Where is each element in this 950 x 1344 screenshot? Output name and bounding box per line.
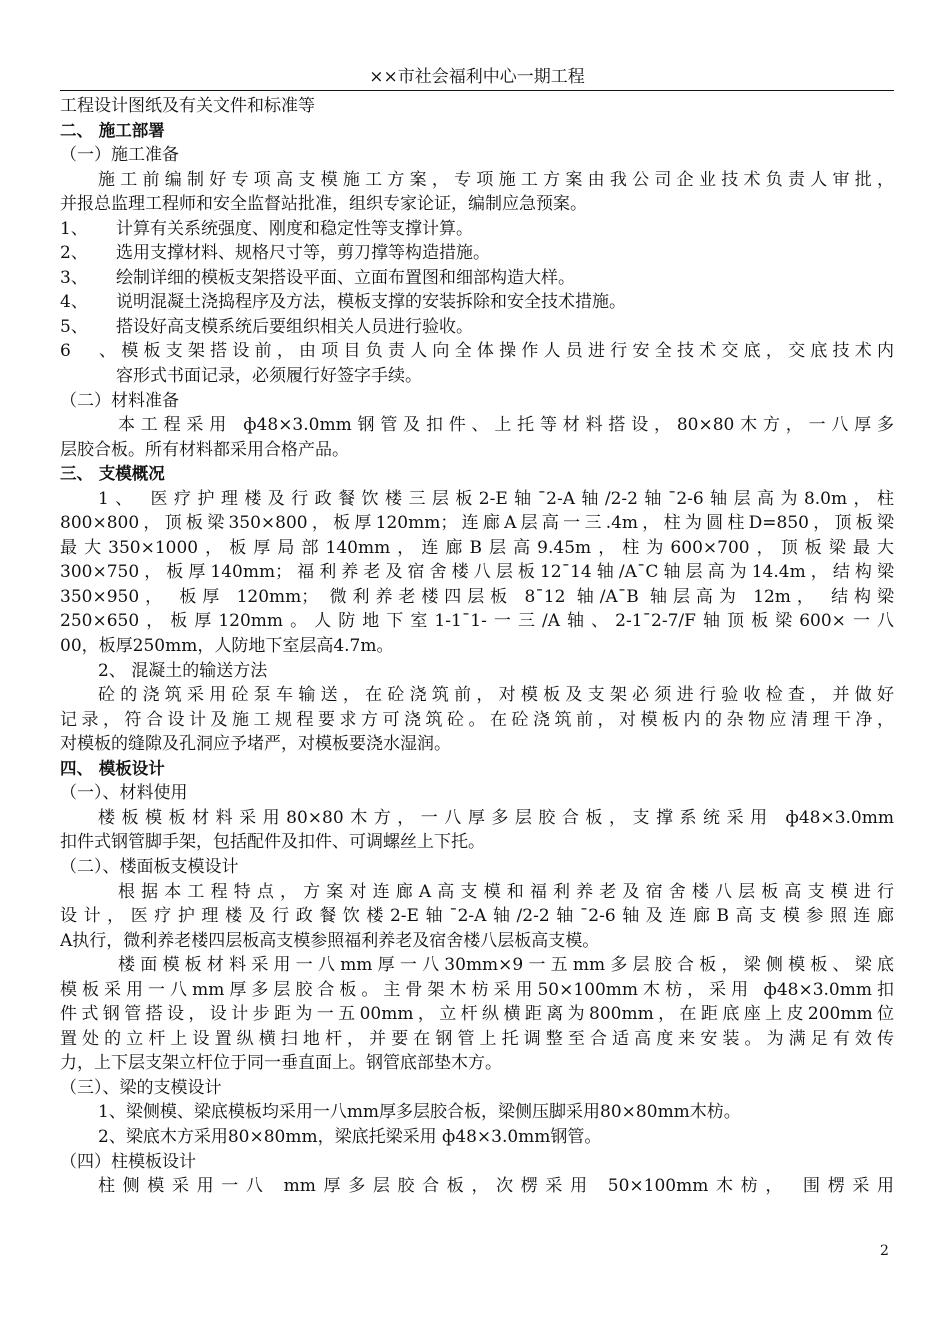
text-line: 力，上下层支架立杆位于同一垂直面上。钢管底部垫木方。 xyxy=(60,1053,502,1074)
text-line: 四、 模板设计 xyxy=(60,758,165,778)
list-item-number: 4、 xyxy=(60,292,88,313)
list-item-text: 说明混凝土浇捣程序及方法，模板支撑的安装拆除和安全技术措施。 xyxy=(116,292,626,313)
text-line: 楼面模板材料采用一八mm厚一八30mm×9一五mm多层胶合板，梁侧模板、梁底 xyxy=(118,955,894,976)
text-line: 设计，医疗护理楼及行政餐饮楼2-E轴¯2-A轴/2-2轴¯2-6轴及连廊B高支模参照连廊 xyxy=(60,906,894,927)
text-line: 350×950， 板厚 120mm； 微利养老楼四层板 8¯12 轴/A¯B 轴层高为 12m， 结构梁 xyxy=(60,586,894,607)
text-line: 2、梁底木方采用80×80mm，梁底托梁采用 ф48×3.0mm钢管。 xyxy=(98,1126,602,1147)
text-line: （二）材料准备 xyxy=(60,390,179,411)
text-line: 1、梁侧模、梁底模板均采用一八mm厚多层胶合板，梁侧压脚采用80×80mm木枋。 xyxy=(98,1102,741,1123)
text-line: 工程设计图纸及有关文件和标准等 xyxy=(60,96,315,116)
list-item-number: 1、 xyxy=(60,218,88,239)
text-line: 容形式书面记录，必须履行好签字手续。 xyxy=(116,366,422,387)
text-line: （三）、梁的支模设计 xyxy=(60,1077,222,1098)
text-line xyxy=(60,339,894,364)
text-line: 00，板厚250mm，人防地下室层高4.7m。 xyxy=(60,636,394,657)
text-line: 三、 支模概况 xyxy=(60,464,165,484)
text-line: A执行，微利养老楼四层板高支模参照福利养老及宿舍楼八层板高支模。 xyxy=(60,930,600,951)
text-line: 250×650，板厚120mm。人防地下室1-1¯1-一三/A轴、2-1¯2-7/F轴顶板梁600×一八 xyxy=(60,611,894,632)
text-line: 1、 医疗护理楼及行政餐饮楼三层板2-E轴¯2-A轴/2-2轴¯2-6轴层高为8.0m，柱 xyxy=(98,488,894,509)
list-item-text: 模板支架搭设前，由项目负责人向全体操作人员进行安全技术交底，交底技术内 xyxy=(116,341,894,362)
list-item-number: 5、 xyxy=(60,316,88,337)
text-line: 二、 施工部署 xyxy=(60,120,165,140)
text-line xyxy=(60,266,894,291)
list-item-number: 3、 xyxy=(60,267,88,288)
list-item-text: 绘制详细的模板支架搭设平面、立面布置图和细部构造大样。 xyxy=(116,267,575,288)
text-line: （二）、楼面板支模设计 xyxy=(60,856,239,877)
text-line xyxy=(60,290,894,315)
list-item-text: 选用支撑材料、规格尺寸等，剪刀撑等构造措施。 xyxy=(116,243,490,264)
text-line: 模板采用一八mm厚多层胶合板。主骨架木枋采用50×100mm木枋，采用 ф48×3.0mm扣 xyxy=(60,979,894,1000)
text-line xyxy=(60,217,894,242)
text-line xyxy=(60,241,894,266)
list-item-text: 搭设好高支模系统后要组织相关人员进行验收。 xyxy=(116,316,473,337)
document-body xyxy=(60,94,894,1199)
list-item-number: 2、 xyxy=(60,243,88,264)
text-line xyxy=(60,315,894,340)
text-line: 层胶合板。所有材料都采用合格产品。 xyxy=(60,439,349,460)
text-line: 楼板模板材料采用80×80木方，一八厚多层胶合板，支撑系统采用 ф48×3.0mm xyxy=(98,807,894,828)
text-line: 扣件式钢管脚手架，包括配件及扣件、可调螺丝上下托。 xyxy=(60,832,485,853)
text-line: 记录，符合设计及施工规程要求方可浇筑砼。在砼浇筑前，对模板内的杂物应清理干净， xyxy=(60,709,894,730)
text-line: 最大350×1000，板厚局部140mm，连廊B层高9.45m，柱为600×700，顶板梁最大 xyxy=(60,537,894,558)
text-line: 件式钢管搭设，设计步距为一五00mm，立杆纵横距离为800mm，在距底座上皮200mm位 xyxy=(60,1004,894,1025)
text-line: 800×800，顶板梁350×800，板厚120mm；连廊A层高一三.4m，柱为圆柱D=850，顶板梁 xyxy=(60,513,894,534)
text-line: （一）施工准备 xyxy=(60,145,179,166)
page-header-title: ××市社会福利中心一期工程 xyxy=(369,67,585,87)
text-line: 施工前编制好专项高支模施工方案，专项施工方案由我公司企业技术负责人审批， xyxy=(98,169,894,190)
text-line: 本工程采用 ф48×3.0mm钢管及扣件、上托等材料搭设，80×80木方，一八厚多 xyxy=(118,415,894,436)
text-line: （一）、材料使用 xyxy=(60,783,188,804)
header-rule xyxy=(60,90,894,91)
text-line: 柱侧模采用一八 mm厚多层胶合板，次楞采用 50×100mm木枋， 围楞采用 xyxy=(98,1176,894,1197)
text-line: 300×750，板厚140mm；福利养老及宿舍楼八层板12¯14轴/A¯C轴层高为14.4m，结构梁 xyxy=(60,562,894,583)
list-item-number: 6、 xyxy=(60,341,116,362)
text-line: 2、 混凝土的输送方法 xyxy=(98,660,268,681)
text-line: 砼的浇筑采用砼泵车输送，在砼浇筑前，对模板及支架必须进行验收检查，并做好 xyxy=(98,685,894,706)
page-number: 2 xyxy=(880,1243,889,1259)
text-line: 根据本工程特点，方案对连廊A高支模和福利养老及宿舍楼八层板高支模进行 xyxy=(118,881,894,902)
text-line: 并报总监理工程师和安全监督站批准，组织专家论证，编制应急预案。 xyxy=(60,194,587,215)
text-line: （四）柱模板设计 xyxy=(60,1151,196,1172)
text-line: 对模板的缝隙及孔洞应予堵严，对模板要浇水湿润。 xyxy=(60,734,451,755)
text-line: 置处的立杆上设置纵横扫地杆，并要在钢管上托调整至合适高度来安装。为满足有效传 xyxy=(60,1028,894,1049)
list-item-text: 计算有关系统强度、刚度和稳定性等支撑计算。 xyxy=(116,218,473,239)
